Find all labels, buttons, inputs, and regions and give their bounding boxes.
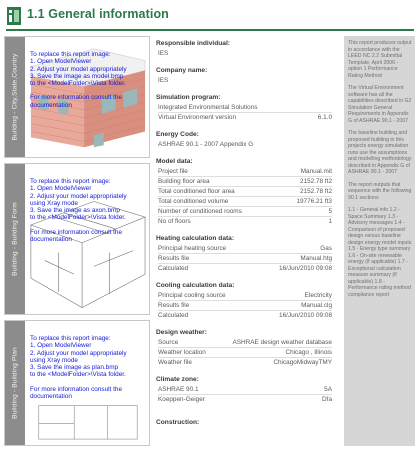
table-row <box>156 264 336 274</box>
responsible-heading: Responsible individual: <box>156 40 231 47</box>
instruction-line: 3. Save the image as model.bmp <box>30 72 124 80</box>
simulation-name: Integrated Environmental Solutions <box>158 104 258 111</box>
row-value: 5 <box>328 208 332 215</box>
construction-heading: Construction: <box>156 419 200 426</box>
instruction-line: 3. Save the image as axon.bmp <box>30 207 120 215</box>
table-row <box>156 254 336 264</box>
image-side-label: Building - City,State,Country <box>11 53 19 141</box>
responsible-value: IES <box>158 50 169 57</box>
model-data-table <box>156 167 336 227</box>
company-value: IES <box>158 77 169 84</box>
row-label: Number of conditioned rooms <box>158 208 242 215</box>
instruction-footer: For more information consult the <box>30 385 122 393</box>
note-paragraph: 1.1 - General info 1.2 - Space Summary 1.3 - Advisory messages 1.4 - Comparison of proposed design versus baseline design energy model inputs 1.5 - Energy type summary 1.6 - On-site renewable energy (if applicable) 1.7 - Exceptional calculation measure summary (if applicable) 1.8 - Performance rating method compliance report <box>348 207 412 298</box>
instruction-line: 1. Open ModelViewer <box>30 342 92 350</box>
header-rule <box>6 29 414 31</box>
note-paragraph: This report produces output in accordance with the LEED NC 2.2 Submittal Template, April 2006 - option 1 Performance Rating Method <box>348 40 412 79</box>
row-label: Project file <box>158 168 188 175</box>
row-label: ASHRAE 90.1 <box>158 386 199 393</box>
row-value: 2152.78 ft2 <box>300 178 332 185</box>
instruction-line: 2. Adjust your model appropriately <box>30 65 127 73</box>
simulation-name-row <box>156 103 336 113</box>
model-data-heading: Model data: <box>156 158 193 165</box>
climate-table <box>156 385 336 405</box>
heating-table <box>156 244 336 274</box>
row-label: Principal heating source <box>158 245 227 252</box>
responsible-row <box>156 49 336 59</box>
table-row <box>156 207 336 217</box>
details-column <box>156 40 336 428</box>
row-value: 16/Jun/2010 09:08 <box>279 312 332 319</box>
table-row <box>156 217 336 227</box>
table-row <box>156 177 336 187</box>
model-image-panel <box>4 36 150 158</box>
row-label: Koeppen-Geiger <box>158 396 205 403</box>
table-row <box>156 358 336 368</box>
instruction-footer: For more information consult the <box>30 228 122 236</box>
table-row <box>156 187 336 197</box>
energy-code-value: ASHRAE 90.1 - 2007 Appendix G <box>158 141 254 148</box>
instruction-line: using Xray mode <box>30 199 78 207</box>
instruction-footer: For more information consult the <box>30 94 122 102</box>
row-value: 16/Jun/2010 09:08 <box>279 265 332 272</box>
energy-code-row <box>156 140 336 150</box>
image-side-bar <box>5 37 25 157</box>
weather-table <box>156 338 336 368</box>
instruction-footer: documentation <box>30 101 72 109</box>
instruction-line: to the <ModelFolder>\Vista folder. <box>30 371 126 379</box>
instruction-line: 2. Adjust your model appropriately <box>30 349 127 357</box>
table-row <box>156 395 336 405</box>
row-label: Weather file <box>158 359 192 366</box>
image-side-label: Building - Building Plan <box>11 347 19 419</box>
table-row <box>156 385 336 395</box>
row-value: ASHRAE design weather database <box>232 339 332 346</box>
notes-text <box>348 40 412 304</box>
notes-sidebar <box>344 36 415 446</box>
instruction-line: To replace this report image: <box>30 178 111 185</box>
row-value: 5A <box>324 386 332 393</box>
image-instructions <box>30 51 150 109</box>
instruction-line: to the <ModelFolder>\Vista folder. <box>30 80 126 88</box>
axon-image-panel <box>4 163 150 315</box>
simulation-heading: Simulation program: <box>156 94 221 101</box>
instruction-line: 1. Open ModelViewer <box>30 58 92 66</box>
instruction-line: 2. Adjust your model appropriately <box>30 192 127 200</box>
row-value: 1 <box>328 218 332 225</box>
row-label: Total conditioned volume <box>158 198 229 205</box>
company-heading: Company name: <box>156 67 208 74</box>
table-row <box>156 348 336 358</box>
company-row <box>156 76 336 86</box>
note-paragraph: The report outputs that sequence with the following 90.1 sections <box>348 181 412 201</box>
image-column <box>4 36 150 446</box>
row-value: Electricity <box>304 292 332 299</box>
weather-heading: Design weather: <box>156 329 207 336</box>
table-row <box>156 244 336 254</box>
note-paragraph: The Virtual Environment software has all the capabilities described in G2 Simulation General Requirements in Appendix G of ASHRAE 90.1 - 2007 <box>348 85 412 124</box>
row-value: Dfa <box>322 396 332 403</box>
row-value: Manual.mit <box>300 168 332 175</box>
cooling-table <box>156 291 336 321</box>
simulation-version-value: 6.1.0 <box>317 114 332 121</box>
instruction-footer: documentation <box>30 236 72 244</box>
image-instructions <box>30 335 150 400</box>
table-row <box>156 197 336 207</box>
report-header <box>0 0 418 32</box>
row-label: Building floor area <box>158 178 210 185</box>
table-row <box>156 291 336 301</box>
plan-image-panel <box>4 320 150 446</box>
table-row <box>156 338 336 348</box>
energy-code-heading: Energy Code: <box>156 131 199 138</box>
row-label: Calculated <box>158 312 189 319</box>
cooling-heading: Cooling calculation data: <box>156 282 235 289</box>
image-side-bar <box>5 164 25 314</box>
row-label: Calculated <box>158 265 189 272</box>
instruction-line: 1. Open ModelViewer <box>30 185 92 193</box>
climate-heading: Climate zone: <box>156 376 199 383</box>
heating-heading: Heating calculation data: <box>156 235 235 242</box>
instruction-line: To replace this report image: <box>30 335 111 342</box>
row-label: Total conditioned floor area <box>158 188 235 195</box>
image-side-label: Building - Building Form <box>11 202 19 276</box>
row-label: Results file <box>158 255 190 262</box>
table-row <box>156 301 336 311</box>
table-row <box>156 167 336 177</box>
instruction-footer: documentation <box>30 393 72 401</box>
row-value: Gas <box>320 245 332 252</box>
image-side-bar <box>5 321 25 445</box>
row-value: 19776.21 ft3 <box>296 198 332 205</box>
row-label: Principal cooling source <box>158 292 226 299</box>
row-value: Manual.htg <box>300 255 332 262</box>
image-instructions <box>30 178 150 243</box>
instruction-line: to the <ModelFolder>\Vista folder. <box>30 214 126 222</box>
row-label: Results file <box>158 302 190 309</box>
note-paragraph: The baseline building and proposed building in this projects energy simulation runs use the assumptions and modelling methodology described in Appendix G of ASHRAE 90.1 - 2007 <box>348 130 412 175</box>
row-label: No of floors <box>158 218 191 225</box>
page-title: 1.1 General information <box>27 7 169 21</box>
instruction-line: 3. Save the image as plan.bmp <box>30 364 119 372</box>
row-value: Manual.clg <box>301 302 332 309</box>
row-label: Source <box>158 339 179 346</box>
row-value: 2152.78 ft2 <box>300 188 332 195</box>
simulation-version-label: Virtual Environment version <box>158 114 237 121</box>
table-row <box>156 311 336 321</box>
instruction-line: using Xray mode <box>30 356 78 364</box>
row-label: Weather location <box>158 349 206 356</box>
simulation-version-row <box>156 113 336 123</box>
instruction-line: To replace this report image: <box>30 51 111 58</box>
row-value: ChicagoMidwayTMY <box>273 359 332 366</box>
row-value: Chicago , Illinois <box>285 349 332 356</box>
ies-logo-icon <box>7 7 21 25</box>
